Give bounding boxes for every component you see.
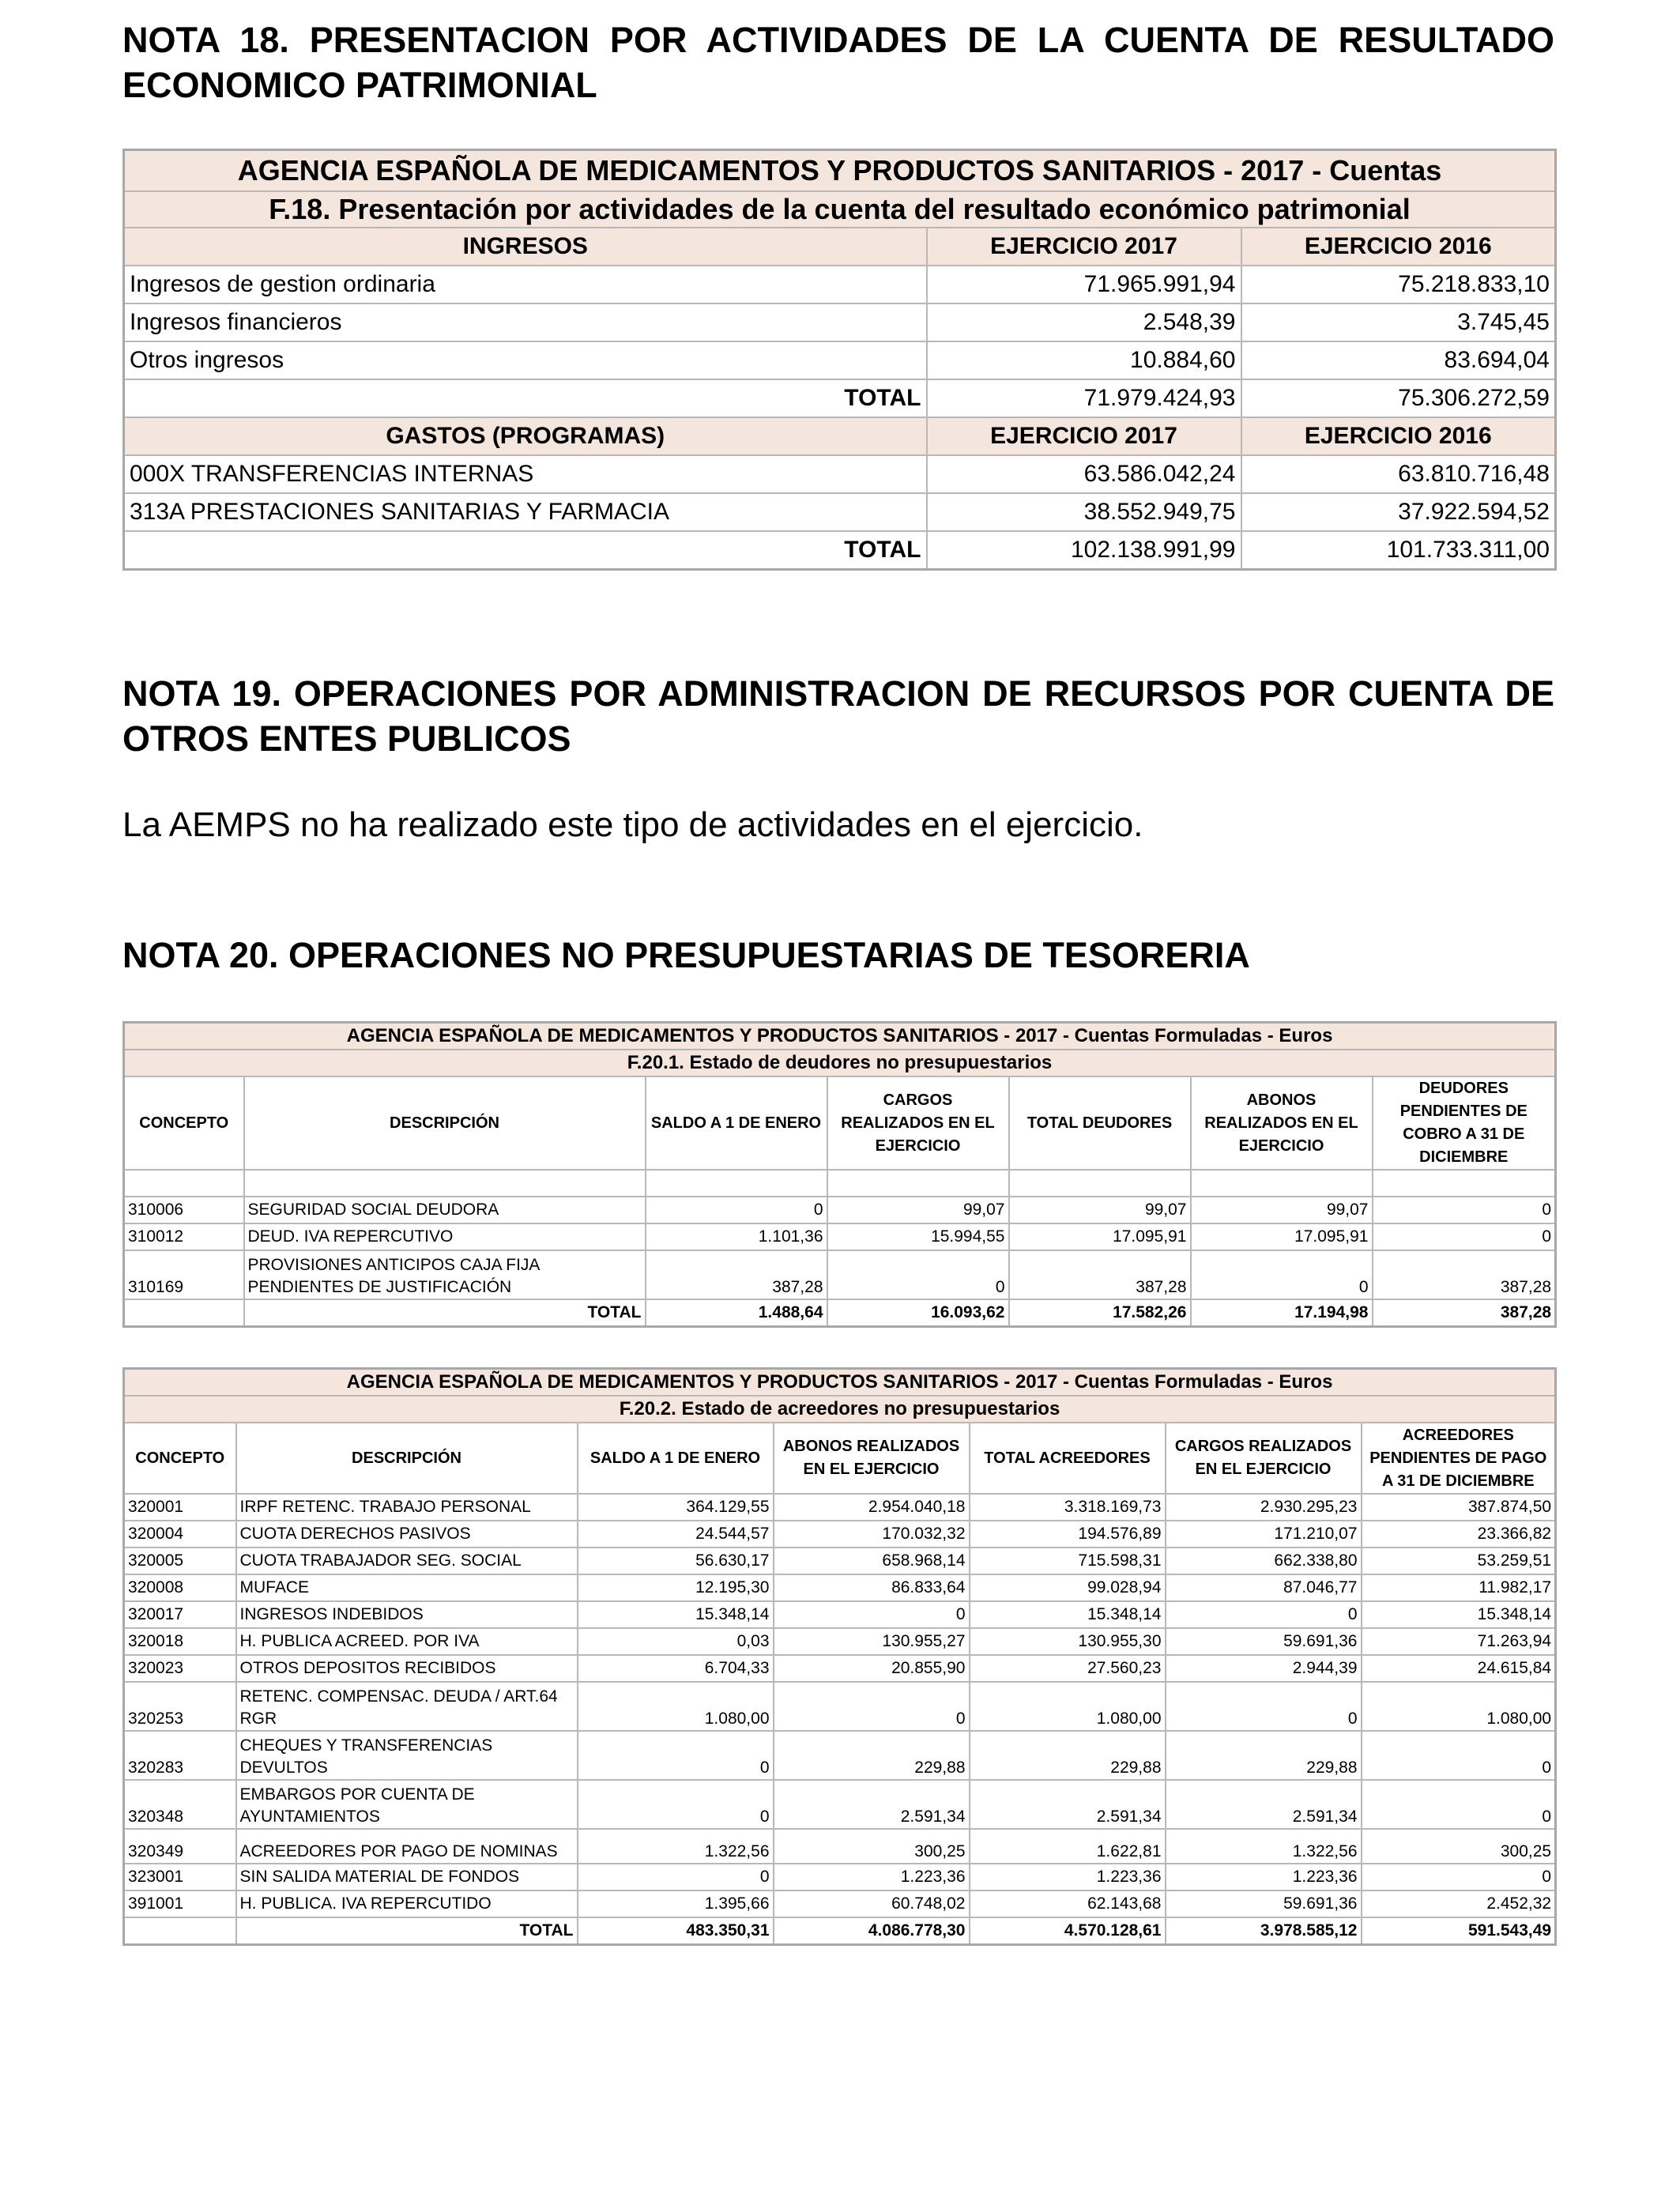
cell-total: 15.348,14	[970, 1601, 1166, 1628]
cell-saldo: 12.195,30	[578, 1574, 774, 1601]
col-abonos: ABONOS REALIZADOS EN EL EJERCICIO	[774, 1423, 970, 1494]
cell-descripcion: PROVISIONES ANTICIPOS CAJA FIJA PENDIENTES DE JUSTIFICACIÓN	[244, 1250, 646, 1299]
col-cargos: CARGOS REALIZADOS EN EL EJERCICIO	[1166, 1423, 1362, 1494]
col-pendientes: ACREEDORES PENDIENTES DE PAGO A 31 DE DICIEMBRE	[1362, 1423, 1556, 1494]
total-saldo: 483.350,31	[578, 1917, 774, 1945]
col-saldo: SALDO A 1 DE ENERO	[646, 1076, 827, 1170]
cell-abonos: 300,25	[774, 1829, 970, 1864]
total-acreedores: 4.570.128,61	[970, 1917, 1166, 1945]
cell-cargos: 0	[1166, 1682, 1362, 1731]
cell-concepto: 391001	[124, 1891, 236, 1917]
cell-concepto: 320348	[124, 1780, 236, 1829]
total-abonos: 4.086.778,30	[774, 1917, 970, 1945]
table-row	[124, 455, 1556, 493]
cell-saldo: 0	[578, 1731, 774, 1780]
empty-row	[124, 1170, 1556, 1197]
col-cargos: CARGOS REALIZADOS EN EL EJERCICIO	[827, 1076, 1009, 1170]
cell-2016: 3.745,45	[1241, 303, 1556, 341]
total-label: TOTAL	[244, 1299, 646, 1327]
cell-descripcion: CUOTA TRABAJADOR SEG. SOCIAL	[236, 1547, 578, 1574]
row-label: 313A PRESTACIONES SANITARIAS Y FARMACIA	[124, 493, 927, 531]
cell-abonos: 170.032,32	[774, 1521, 970, 1547]
cell-cargos: 99,07	[827, 1197, 1009, 1223]
cell-concepto: 320253	[124, 1682, 236, 1731]
total-cargos: 16.093,62	[827, 1299, 1009, 1327]
table-row	[124, 1250, 1556, 1299]
col-concepto: CONCEPTO	[124, 1076, 244, 1170]
cell-total: 3.318.169,73	[970, 1494, 1166, 1521]
cell-concepto: 320005	[124, 1547, 236, 1574]
cell-cargos: 229,88	[1166, 1731, 1362, 1780]
cell-saldo: 0	[578, 1864, 774, 1891]
table-row	[124, 1601, 1556, 1628]
cell-2017: 10.884,60	[927, 341, 1241, 379]
total-pendientes: 591.543,49	[1362, 1917, 1556, 1945]
cell-2017: 38.552.949,75	[927, 493, 1241, 531]
cell-concepto: 320017	[124, 1601, 236, 1628]
cell-abonos: 99,07	[1191, 1197, 1373, 1223]
total-2016: 101.733.311,00	[1241, 531, 1556, 570]
cell-pendientes: 0	[1373, 1223, 1556, 1250]
cell-descripcion: IRPF RETENC. TRABAJO PERSONAL	[236, 1494, 578, 1521]
cell-concepto: 320018	[124, 1628, 236, 1655]
cell-pendientes: 0	[1362, 1731, 1556, 1780]
row-label: Otros ingresos	[124, 341, 927, 379]
cell-total: 62.143,68	[970, 1891, 1166, 1917]
cell-saldo: 15.348,14	[578, 1601, 774, 1628]
col-concepto: CONCEPTO	[124, 1423, 236, 1494]
acreedores-title: AGENCIA ESPAÑOLA DE MEDICAMENTOS Y PRODUCTOS SANITARIOS - 2017 - Cuentas Formuladas - Euros	[124, 1369, 1556, 1397]
nota18-table-subtitle: F.18. Presentación por actividades de la cuenta del resultado económico patrimonial	[124, 191, 1556, 228]
row-label: Ingresos financieros	[124, 303, 927, 341]
col-saldo: SALDO A 1 DE ENERO	[578, 1423, 774, 1494]
cell-descripcion: OTROS DEPOSITOS RECIBIDOS	[236, 1655, 578, 1682]
cell-saldo: 364.129,55	[578, 1494, 774, 1521]
cell-total: 229,88	[970, 1731, 1166, 1780]
cell-abonos: 60.748,02	[774, 1891, 970, 1917]
cell-descripcion: H. PUBLICA ACREED. POR IVA	[236, 1628, 578, 1655]
cell-2017: 2.548,39	[927, 303, 1241, 341]
cell-total: 2.591,34	[970, 1780, 1166, 1829]
cell-pendientes: 15.348,14	[1362, 1601, 1556, 1628]
table-row	[124, 303, 1556, 341]
cell-total: 99,07	[1009, 1197, 1191, 1223]
cell-abonos: 86.833,64	[774, 1574, 970, 1601]
cell-saldo: 1.395,66	[578, 1891, 774, 1917]
total-label: TOTAL	[124, 379, 927, 417]
cell-pendientes: 0	[1373, 1197, 1556, 1223]
cell-pendientes: 24.615,84	[1362, 1655, 1556, 1682]
cell-saldo: 0,03	[578, 1628, 774, 1655]
table-row	[124, 1682, 1556, 1731]
cell-pendientes: 387.874,50	[1362, 1494, 1556, 1521]
cell-cargos: 1.322,56	[1166, 1829, 1362, 1864]
total-2017: 71.979.424,93	[927, 379, 1241, 417]
total-label: TOTAL	[124, 531, 927, 570]
nota18-table-title: AGENCIA ESPAÑOLA DE MEDICAMENTOS Y PRODUCTOS SANITARIOS - 2017 - Cuentas	[124, 150, 1556, 192]
total-row	[124, 1299, 1556, 1327]
cell-pendientes: 1.080,00	[1362, 1682, 1556, 1731]
cell-abonos: 130.955,27	[774, 1628, 970, 1655]
ingresos-header-2017: EJERCICIO 2017	[927, 228, 1241, 266]
cell-saldo: 24.544,57	[578, 1521, 774, 1547]
acreedores-table	[122, 1367, 1557, 1946]
table-row	[124, 1494, 1556, 1521]
cell-abonos: 0	[774, 1682, 970, 1731]
cell-2017: 71.965.991,94	[927, 266, 1241, 303]
gastos-header-2016: EJERCICIO 2016	[1241, 417, 1556, 455]
total-row	[124, 1917, 1556, 1945]
deudores-title: AGENCIA ESPAÑOLA DE MEDICAMENTOS Y PRODUCTOS SANITARIOS - 2017 - Cuentas Formuladas - Euros	[124, 1023, 1556, 1050]
cell-abonos: 2.954.040,18	[774, 1494, 970, 1521]
cell-descripcion: SEGURIDAD SOCIAL DEUDORA	[244, 1197, 646, 1223]
cell-concepto: 323001	[124, 1864, 236, 1891]
col-total-acreedores: TOTAL ACREEDORES	[970, 1423, 1166, 1494]
cell-descripcion: ACREEDORES POR PAGO DE NOMINAS	[236, 1829, 578, 1864]
cell-2016: 83.694,04	[1241, 341, 1556, 379]
total-saldo: 1.488,64	[646, 1299, 827, 1327]
row-label: Ingresos de gestion ordinaria	[124, 266, 927, 303]
cell-total: 1.622,81	[970, 1829, 1166, 1864]
cell-saldo: 1.101,36	[646, 1223, 827, 1250]
cell-saldo: 6.704,33	[578, 1655, 774, 1682]
cell-descripcion: SIN SALIDA MATERIAL DE FONDOS	[236, 1864, 578, 1891]
cell-descripcion: EMBARGOS POR CUENTA DE AYUNTAMIENTOS	[236, 1780, 578, 1829]
total-row	[124, 379, 1556, 417]
cell-saldo: 0	[646, 1197, 827, 1223]
total-row	[124, 531, 1556, 570]
cell-total: 27.560,23	[970, 1655, 1166, 1682]
cell-pendientes: 23.366,82	[1362, 1521, 1556, 1547]
cell-pendientes: 71.263,94	[1362, 1628, 1556, 1655]
cell-concepto: 320001	[124, 1494, 236, 1521]
cell-pendientes: 2.452,32	[1362, 1891, 1556, 1917]
total-label: TOTAL	[236, 1917, 578, 1945]
cell-total: 1.080,00	[970, 1682, 1166, 1731]
deudores-table	[122, 1021, 1557, 1328]
gastos-header: GASTOS (PROGRAMAS)	[124, 417, 927, 455]
cell-cargos: 59.691,36	[1166, 1891, 1362, 1917]
cell-descripcion: MUFACE	[236, 1574, 578, 1601]
cell-cargos: 1.223,36	[1166, 1864, 1362, 1891]
cell-saldo: 387,28	[646, 1250, 827, 1299]
nota19-heading: NOTA 19. OPERACIONES POR ADMINISTRACION DE RECURSOS POR CUENTA DE OTROS ENTES PUBLICOS	[122, 673, 1554, 759]
cell-cargos: 2.930.295,23	[1166, 1494, 1362, 1521]
col-descripcion: DESCRIPCIÓN	[236, 1423, 578, 1494]
cell-pendientes: 11.982,17	[1362, 1574, 1556, 1601]
total-2017: 102.138.991,99	[927, 531, 1241, 570]
cell-abonos: 0	[774, 1601, 970, 1628]
cell-abonos: 229,88	[774, 1731, 970, 1780]
cell-saldo: 1.080,00	[578, 1682, 774, 1731]
cell-pendientes: 53.259,51	[1362, 1547, 1556, 1574]
cell-concepto: 320023	[124, 1655, 236, 1682]
table-row	[124, 1547, 1556, 1574]
table-row	[124, 1780, 1556, 1829]
col-abonos: ABONOS REALIZADOS EN EL EJERCICIO	[1191, 1076, 1373, 1170]
cell-descripcion: H. PUBLICA. IVA REPERCUTIDO	[236, 1891, 578, 1917]
cell-cargos: 662.338,80	[1166, 1547, 1362, 1574]
cell-saldo: 0	[578, 1780, 774, 1829]
cell-descripcion: CHEQUES Y TRANSFERENCIAS DEVULTOS	[236, 1731, 578, 1780]
cell-pendientes: 387,28	[1373, 1250, 1556, 1299]
cell-concepto: 310006	[124, 1197, 244, 1223]
cell-descripcion: RETENC. COMPENSAC. DEUDA / ART.64 RGR	[236, 1682, 578, 1731]
table-row	[124, 1731, 1556, 1780]
cell-total: 17.095,91	[1009, 1223, 1191, 1250]
cell-cargos: 87.046,77	[1166, 1574, 1362, 1601]
cell-concepto: 320349	[124, 1829, 236, 1864]
cell-descripcion: CUOTA DERECHOS PASIVOS	[236, 1521, 578, 1547]
cell-2016: 37.922.594,52	[1241, 493, 1556, 531]
total-deudores: 17.582,26	[1009, 1299, 1191, 1327]
total-2016: 75.306.272,59	[1241, 379, 1556, 417]
cell-total: 1.223,36	[970, 1864, 1166, 1891]
nota19-text: La AEMPS no ha realizado este tipo de actividades en el ejercicio.	[122, 805, 1143, 844]
ingresos-header-2016: EJERCICIO 2016	[1241, 228, 1556, 266]
cell-concepto: 310169	[124, 1250, 244, 1299]
table-row	[124, 1829, 1556, 1864]
cell-abonos: 658.968,14	[774, 1547, 970, 1574]
table-row	[124, 1197, 1556, 1223]
cell-2016: 63.810.716,48	[1241, 455, 1556, 493]
cell-pendientes: 0	[1362, 1780, 1556, 1829]
table-row	[124, 493, 1556, 531]
cell-2016: 75.218.833,10	[1241, 266, 1556, 303]
col-pendientes: DEUDORES PENDIENTES DE COBRO A 31 DE DICIEMBRE	[1373, 1076, 1556, 1170]
table-row	[124, 341, 1556, 379]
cell-abonos: 1.223,36	[774, 1864, 970, 1891]
table-row	[124, 1521, 1556, 1547]
cell-cargos: 2.944,39	[1166, 1655, 1362, 1682]
table-row	[124, 1223, 1556, 1250]
cell-total: 194.576,89	[970, 1521, 1166, 1547]
cell-cargos: 59.691,36	[1166, 1628, 1362, 1655]
deudores-subtitle: F.20.1. Estado de deudores no presupuestarios	[124, 1050, 1556, 1076]
cell-cargos: 2.591,34	[1166, 1780, 1362, 1829]
table-row	[124, 1628, 1556, 1655]
cell-abonos: 20.855,90	[774, 1655, 970, 1682]
cell-abonos: 17.095,91	[1191, 1223, 1373, 1250]
total-cargos: 3.978.585,12	[1166, 1917, 1362, 1945]
cell-cargos: 0	[1166, 1601, 1362, 1628]
cell-descripcion: INGRESOS INDEBIDOS	[236, 1601, 578, 1628]
cell-descripcion: DEUD. IVA REPERCUTIVO	[244, 1223, 646, 1250]
total-abonos: 17.194,98	[1191, 1299, 1373, 1327]
cell-pendientes: 300,25	[1362, 1829, 1556, 1864]
row-label: 000X TRANSFERENCIAS INTERNAS	[124, 455, 927, 493]
gastos-header-2017: EJERCICIO 2017	[927, 417, 1241, 455]
cell-abonos: 2.591,34	[774, 1780, 970, 1829]
ingresos-header: INGRESOS	[124, 228, 927, 266]
table-row	[124, 1574, 1556, 1601]
cell-saldo: 1.322,56	[578, 1829, 774, 1864]
cell-concepto: 320004	[124, 1521, 236, 1547]
cell-total: 387,28	[1009, 1250, 1191, 1299]
cell-cargos: 0	[827, 1250, 1009, 1299]
acreedores-subtitle: F.20.2. Estado de acreedores no presupuestarios	[124, 1396, 1556, 1423]
table-row	[124, 266, 1556, 303]
cell-cargos: 171.210,07	[1166, 1521, 1362, 1547]
cell-concepto: 320008	[124, 1574, 236, 1601]
nota18-heading: NOTA 18. PRESENTACION POR ACTIVIDADES DE LA CUENTA DE RESULTADO ECONOMICO PATRIMONIAL	[122, 20, 1554, 105]
nota20-heading: NOTA 20. OPERACIONES NO PRESUPUESTARIAS DE TESORERIA	[122, 935, 1250, 975]
table-row	[124, 1655, 1556, 1682]
table-row	[124, 1891, 1556, 1917]
cell-pendientes: 0	[1362, 1864, 1556, 1891]
cell-abonos: 0	[1191, 1250, 1373, 1299]
col-total-deudores: TOTAL DEUDORES	[1009, 1076, 1191, 1170]
cell-concepto: 310012	[124, 1223, 244, 1250]
cell-2017: 63.586.042,24	[927, 455, 1241, 493]
cell-concepto: 320283	[124, 1731, 236, 1780]
nota18-table	[122, 149, 1557, 571]
cell-total: 130.955,30	[970, 1628, 1166, 1655]
cell-saldo: 56.630,17	[578, 1547, 774, 1574]
cell-total: 99.028,94	[970, 1574, 1166, 1601]
table-row	[124, 1864, 1556, 1891]
col-descripcion: DESCRIPCIÓN	[244, 1076, 646, 1170]
cell-total: 715.598,31	[970, 1547, 1166, 1574]
cell-cargos: 15.994,55	[827, 1223, 1009, 1250]
total-pendientes: 387,28	[1373, 1299, 1556, 1327]
